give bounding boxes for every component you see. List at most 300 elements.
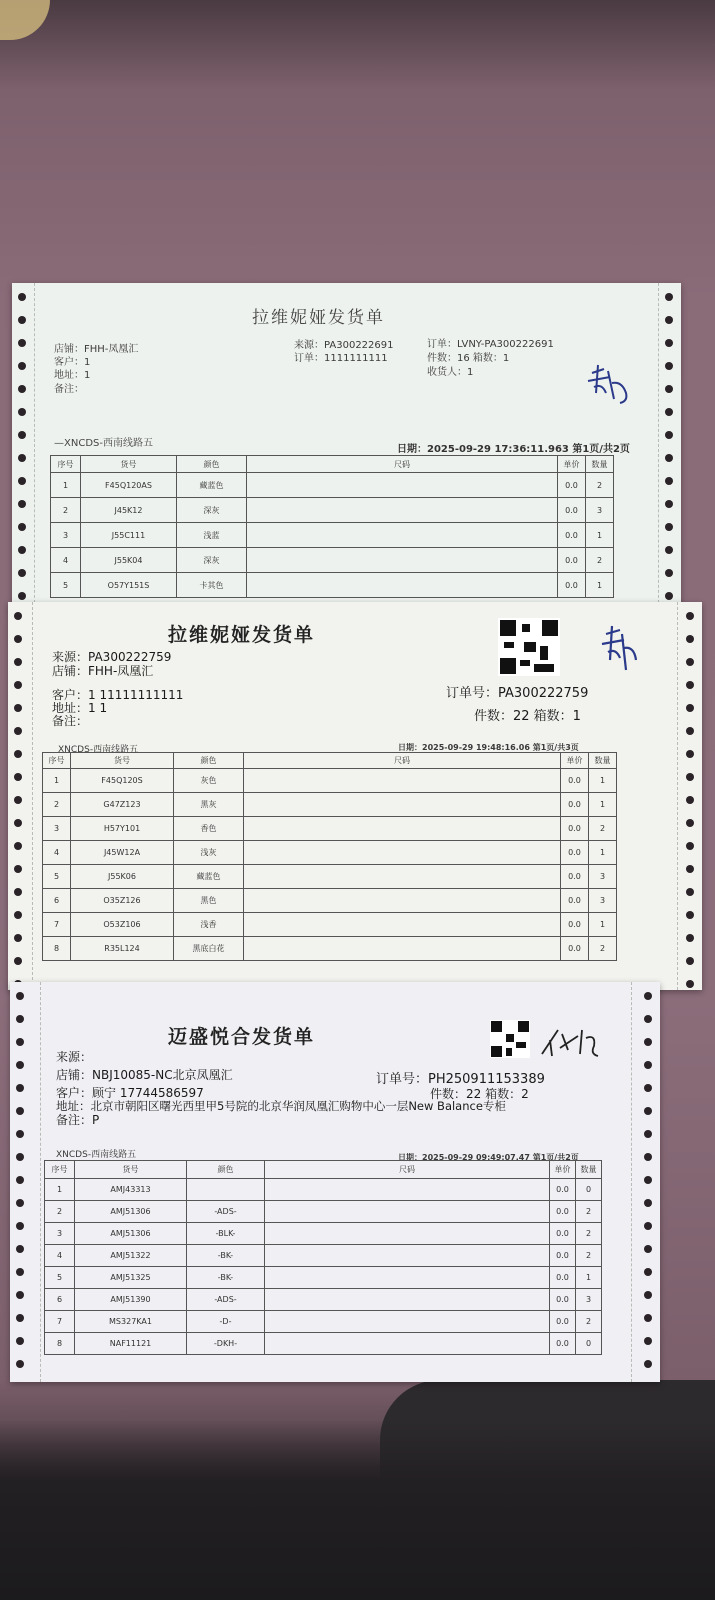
address-label: 地址：1: [54, 370, 91, 381]
sku-cell: NAF11121: [75, 1333, 187, 1355]
punch-hole: [665, 385, 673, 393]
size-grid: [247, 498, 558, 523]
price-cell: 0.0: [550, 1245, 576, 1267]
punch-hole: [18, 592, 26, 600]
size-grid: [244, 889, 561, 913]
punch-hole: [18, 362, 26, 370]
size-grid: [265, 1223, 550, 1245]
row-number: 2: [45, 1201, 75, 1223]
punch-hole: [686, 957, 694, 965]
size-grid: [244, 841, 561, 865]
price-cell: 0.0: [550, 1311, 576, 1333]
punch-hole: [686, 819, 694, 827]
sku-cell: J55C111: [81, 523, 177, 548]
route-label: XNCDS-西南线路五: [58, 745, 139, 755]
punch-hole: [16, 992, 24, 1000]
punch-hole: [14, 773, 22, 781]
punch-hole: [665, 569, 673, 577]
sku-cell: J45K12: [81, 498, 177, 523]
color-cell: 黑底白花: [174, 937, 244, 961]
sku-cell: F45Q120AS: [81, 473, 177, 498]
remark-label: 备注：: [52, 714, 89, 728]
row-number: 5: [51, 573, 81, 598]
punch-hole: [18, 339, 26, 347]
punch-hole: [14, 911, 22, 919]
delivery-slip-1: [12, 283, 681, 613]
punch-hole: [14, 796, 22, 804]
color-cell: -DKH-: [187, 1333, 265, 1355]
price-cell: 0.0: [550, 1223, 576, 1245]
row-number: 5: [45, 1267, 75, 1289]
row-number: 8: [43, 937, 71, 961]
punch-hole: [686, 842, 694, 850]
table-row: [51, 523, 614, 548]
row-number: 7: [45, 1311, 75, 1333]
column-header: 数量: [589, 753, 617, 769]
column-header: 颜色: [187, 1161, 265, 1179]
punch-hole: [686, 980, 694, 988]
table-row: [43, 841, 617, 865]
punch-hole: [14, 819, 22, 827]
qty-cell: 1: [589, 769, 617, 793]
punch-hole: [665, 339, 673, 347]
column-header: 货号: [71, 753, 174, 769]
table-row: [45, 1289, 602, 1311]
qty-cell: 2: [576, 1201, 602, 1223]
customer-label: 客户：顾宁 17744586597: [56, 1086, 204, 1100]
tractor-holes-right: [680, 602, 702, 990]
floor: [0, 1420, 715, 1600]
size-grid: [247, 523, 558, 548]
sku-cell: F45Q120S: [71, 769, 174, 793]
color-cell: 浅香: [174, 913, 244, 937]
table-row: [45, 1311, 602, 1333]
price-cell: 0.0: [561, 769, 589, 793]
tractor-holes-left: [8, 602, 30, 990]
row-number: 7: [43, 913, 71, 937]
customer-label: 客户：1 11111111111: [52, 688, 184, 702]
row-number: 3: [45, 1223, 75, 1245]
punch-hole: [16, 1314, 24, 1322]
punch-hole: [686, 865, 694, 873]
table-row: [43, 793, 617, 817]
punch-hole: [665, 431, 673, 439]
price-cell: 0.0: [558, 548, 586, 573]
column-header: 单价: [558, 456, 586, 473]
size-grid: [265, 1245, 550, 1267]
color-cell: 黑色: [174, 889, 244, 913]
column-header: 数量: [576, 1161, 602, 1179]
punch-hole: [686, 750, 694, 758]
background-object: [0, 0, 50, 40]
qty-cell: 1: [589, 913, 617, 937]
punch-hole: [14, 704, 22, 712]
row-number: 4: [43, 841, 71, 865]
qty-cell: 2: [586, 473, 614, 498]
color-cell: 黑灰: [174, 793, 244, 817]
tractor-holes-right: [659, 283, 681, 613]
punch-hole: [16, 1337, 24, 1345]
qty-cell: 3: [589, 865, 617, 889]
punch-hole: [644, 1199, 652, 1207]
item-count: 件数：22 箱数：1: [474, 709, 581, 724]
size-grid: [244, 769, 561, 793]
punch-hole: [14, 681, 22, 689]
size-grid: [265, 1311, 550, 1333]
column-header: 颜色: [174, 753, 244, 769]
punch-hole: [644, 1015, 652, 1023]
color-cell: 深灰: [177, 548, 247, 573]
address-label: 地址：1 1: [52, 701, 108, 715]
punch-hole: [14, 957, 22, 965]
punch-hole: [686, 727, 694, 735]
qty-cell: 3: [576, 1289, 602, 1311]
punch-hole: [16, 1015, 24, 1023]
punch-hole: [644, 1130, 652, 1138]
table-row: [45, 1201, 602, 1223]
row-number: 3: [43, 817, 71, 841]
qty-cell: 0: [576, 1179, 602, 1201]
color-cell: -D-: [187, 1311, 265, 1333]
punch-hole: [16, 1199, 24, 1207]
delivery-slip-3: [10, 982, 660, 1382]
punch-hole: [665, 408, 673, 416]
handwritten-signature: [584, 363, 634, 408]
date-page-label: 日期：2025-09-29 19:48:16.06 第1页/共3页: [398, 743, 579, 752]
row-number: 8: [45, 1333, 75, 1355]
date-page-label: 日期：2025-09-29 09:49:07.47 第1页/共2页: [398, 1153, 579, 1162]
price-cell: 0.0: [561, 865, 589, 889]
source-label: 来源：PA300222759: [52, 650, 172, 664]
punch-hole: [14, 727, 22, 735]
price-cell: 0.0: [558, 573, 586, 598]
qty-cell: 3: [589, 889, 617, 913]
sku-cell: AMJ51390: [75, 1289, 187, 1311]
route-label: XNCDS-西南线路五: [56, 1150, 137, 1160]
row-number: 1: [45, 1179, 75, 1201]
table-row: [45, 1267, 602, 1289]
punch-hole: [686, 681, 694, 689]
punch-hole: [644, 1061, 652, 1069]
items-table: [50, 455, 614, 598]
color-cell: 浅灰: [174, 841, 244, 865]
qty-cell: 2: [576, 1245, 602, 1267]
price-cell: 0.0: [558, 498, 586, 523]
sku-cell: O57Y151S: [81, 573, 177, 598]
source-label: 来源：: [56, 1050, 93, 1064]
punch-hole: [16, 1360, 24, 1368]
punch-hole: [644, 1245, 652, 1253]
punch-hole: [665, 362, 673, 370]
punch-hole: [686, 911, 694, 919]
punch-hole: [18, 500, 26, 508]
punch-hole: [665, 293, 673, 301]
table-row: [43, 865, 617, 889]
table-row: [43, 769, 617, 793]
qty-cell: 2: [576, 1223, 602, 1245]
order-number: 订单：LVNY-PA300222691: [427, 339, 554, 350]
table-row: [51, 573, 614, 598]
table-row: [43, 937, 617, 961]
order-number: 订单号：PA300222759: [446, 686, 589, 701]
qty-cell: 1: [586, 573, 614, 598]
tractor-holes-left: [12, 283, 34, 613]
size-grid: [244, 793, 561, 817]
size-grid: [244, 817, 561, 841]
order-label: 订单：1111111111: [294, 353, 388, 364]
color-cell: 藏蓝色: [177, 473, 247, 498]
sku-cell: AMJ51322: [75, 1245, 187, 1267]
size-grid: [244, 937, 561, 961]
sku-cell: H57Y101: [71, 817, 174, 841]
color-cell: 深灰: [177, 498, 247, 523]
size-grid: [265, 1179, 550, 1201]
row-number: 2: [43, 793, 71, 817]
table-row: [43, 889, 617, 913]
color-cell: -BK-: [187, 1267, 265, 1289]
address-label: 地址：北京市朝阳区曙光西里甲5号院的北京华润凤凰汇购物中心一层New Balance专柜: [56, 1099, 506, 1113]
color-cell: 灰色: [174, 769, 244, 793]
table-row: [43, 913, 617, 937]
punch-hole: [16, 1291, 24, 1299]
row-number: 4: [51, 548, 81, 573]
size-grid: [247, 573, 558, 598]
punch-hole: [665, 592, 673, 600]
punch-hole: [16, 1084, 24, 1092]
table-row: [51, 498, 614, 523]
price-cell: 0.0: [561, 793, 589, 817]
punch-hole: [644, 1222, 652, 1230]
column-header: 序号: [43, 753, 71, 769]
items-table: [42, 752, 617, 961]
punch-hole: [18, 523, 26, 531]
punch-hole: [686, 796, 694, 804]
handwritten-signature: [538, 1024, 608, 1060]
remark-label: 备注：: [54, 384, 84, 395]
size-grid: [265, 1267, 550, 1289]
punch-hole: [665, 500, 673, 508]
size-grid: [244, 913, 561, 937]
receiver-label: 收货人：1: [427, 367, 474, 378]
qty-cell: 1: [589, 793, 617, 817]
punch-hole: [665, 523, 673, 531]
punch-hole: [686, 635, 694, 643]
sku-cell: G47Z123: [71, 793, 174, 817]
color-cell: [187, 1179, 265, 1201]
punch-hole: [16, 1245, 24, 1253]
punch-hole: [18, 546, 26, 554]
store-label: 店铺：FHH-凤凰汇: [52, 664, 154, 678]
punch-hole: [18, 293, 26, 301]
punch-hole: [18, 477, 26, 485]
punch-hole: [18, 569, 26, 577]
price-cell: 0.0: [550, 1201, 576, 1223]
punch-hole: [644, 1038, 652, 1046]
row-number: 1: [51, 473, 81, 498]
punch-hole: [665, 454, 673, 462]
size-grid: [244, 865, 561, 889]
row-number: 5: [43, 865, 71, 889]
punch-hole: [686, 934, 694, 942]
punch-hole: [644, 1268, 652, 1276]
color-cell: -ADS-: [187, 1289, 265, 1311]
size-grid: [265, 1289, 550, 1311]
price-cell: 0.0: [561, 937, 589, 961]
punch-hole: [14, 612, 22, 620]
punch-hole: [18, 454, 26, 462]
price-cell: 0.0: [558, 473, 586, 498]
punch-hole: [665, 316, 673, 324]
punch-hole: [16, 1153, 24, 1161]
color-cell: -BLK-: [187, 1223, 265, 1245]
sku-cell: O53Z106: [71, 913, 174, 937]
size-grid: [265, 1333, 550, 1355]
qr-code: [498, 618, 560, 676]
route-label: —XNCDS-西南线路五: [54, 438, 153, 449]
punch-hole: [16, 1061, 24, 1069]
punch-hole: [644, 1337, 652, 1345]
table-row: [45, 1333, 602, 1355]
color-cell: 香色: [174, 817, 244, 841]
punch-hole: [644, 1084, 652, 1092]
tractor-holes-left: [10, 982, 32, 1382]
price-cell: 0.0: [561, 889, 589, 913]
qty-cell: 2: [589, 937, 617, 961]
punch-hole: [14, 842, 22, 850]
row-number: 3: [51, 523, 81, 548]
size-grid: [247, 473, 558, 498]
items-table: [44, 1160, 602, 1355]
remark-label: 备注：P: [56, 1113, 100, 1127]
price-cell: 0.0: [561, 913, 589, 937]
store-label: 店铺：NBJ10085-NC北京凤凰汇: [56, 1068, 233, 1082]
row-number: 6: [43, 889, 71, 913]
price-cell: 0.0: [550, 1289, 576, 1311]
punch-hole: [14, 865, 22, 873]
sku-cell: J45W12A: [71, 841, 174, 865]
size-grid: [247, 548, 558, 573]
sku-cell: AMJ51306: [75, 1223, 187, 1245]
price-cell: 0.0: [550, 1179, 576, 1201]
item-count: 件数：22 箱数：2: [430, 1087, 529, 1101]
price-cell: 0.0: [561, 841, 589, 865]
sku-cell: AMJ51306: [75, 1201, 187, 1223]
qty-cell: 1: [589, 841, 617, 865]
order-number: 订单号：PH250911153389: [376, 1072, 545, 1087]
store-label: 店铺：FHH-凤凰汇: [54, 344, 139, 355]
punch-hole: [16, 1038, 24, 1046]
table-row: [45, 1179, 602, 1201]
punch-hole: [16, 1130, 24, 1138]
price-cell: 0.0: [550, 1333, 576, 1355]
tractor-holes-right: [638, 982, 660, 1382]
punch-hole: [16, 1176, 24, 1184]
punch-hole: [665, 477, 673, 485]
column-header: 序号: [51, 456, 81, 473]
handwritten-signature: [600, 624, 640, 679]
item-count: 件数：16 箱数：1: [427, 353, 510, 364]
table-row: [51, 473, 614, 498]
punch-hole: [16, 1268, 24, 1276]
color-cell: 藏蓝色: [174, 865, 244, 889]
column-header: 序号: [45, 1161, 75, 1179]
punch-hole: [686, 658, 694, 666]
column-header: 尺码: [244, 753, 561, 769]
punch-hole: [14, 658, 22, 666]
punch-hole: [644, 992, 652, 1000]
punch-hole: [644, 1360, 652, 1368]
qty-cell: 0: [576, 1333, 602, 1355]
column-header: 颜色: [177, 456, 247, 473]
punch-hole: [644, 1153, 652, 1161]
price-cell: 0.0: [558, 523, 586, 548]
punch-hole: [665, 546, 673, 554]
punch-hole: [14, 750, 22, 758]
punch-hole: [686, 773, 694, 781]
table-row: [43, 817, 617, 841]
punch-hole: [16, 1222, 24, 1230]
sku-cell: J55K04: [81, 548, 177, 573]
punch-hole: [644, 1291, 652, 1299]
slip-title: 迈盛悦合发货单: [168, 1026, 316, 1048]
price-cell: 0.0: [550, 1267, 576, 1289]
date-page-label: 日期：2025-09-29 17:36:11.963 第1页/共2页: [397, 444, 630, 455]
punch-hole: [644, 1176, 652, 1184]
delivery-slip-2: [8, 602, 702, 990]
punch-hole: [644, 1314, 652, 1322]
price-cell: 0.0: [561, 817, 589, 841]
qr-code: [490, 1020, 530, 1058]
punch-hole: [14, 635, 22, 643]
table-row: [51, 548, 614, 573]
punch-hole: [16, 1107, 24, 1115]
punch-hole: [14, 934, 22, 942]
column-header: 尺码: [265, 1161, 550, 1179]
slip-title: 拉维妮娅发货单: [252, 308, 385, 328]
qty-cell: 1: [576, 1267, 602, 1289]
customer-label: 客户：1: [54, 357, 91, 368]
qty-cell: 2: [586, 548, 614, 573]
sku-cell: MS327KA1: [75, 1311, 187, 1333]
color-cell: -BK-: [187, 1245, 265, 1267]
qty-cell: 3: [586, 498, 614, 523]
column-header: 数量: [586, 456, 614, 473]
punch-hole: [18, 408, 26, 416]
punch-hole: [18, 316, 26, 324]
column-header: 单价: [550, 1161, 576, 1179]
color-cell: -ADS-: [187, 1201, 265, 1223]
punch-hole: [644, 1107, 652, 1115]
slip-title: 拉维妮娅发货单: [168, 624, 316, 646]
color-cell: 卡其色: [177, 573, 247, 598]
sku-cell: AMJ43313: [75, 1179, 187, 1201]
color-cell: 浅蓝: [177, 523, 247, 548]
sku-cell: O35Z126: [71, 889, 174, 913]
column-header: 单价: [561, 753, 589, 769]
qty-cell: 2: [576, 1311, 602, 1333]
punch-hole: [18, 385, 26, 393]
sku-cell: J55K06: [71, 865, 174, 889]
column-header: 尺码: [247, 456, 558, 473]
punch-hole: [18, 431, 26, 439]
table-row: [45, 1245, 602, 1267]
punch-hole: [686, 888, 694, 896]
sku-cell: AMJ51325: [75, 1267, 187, 1289]
table-row: [45, 1223, 602, 1245]
row-number: 4: [45, 1245, 75, 1267]
column-header: 货号: [75, 1161, 187, 1179]
row-number: 1: [43, 769, 71, 793]
